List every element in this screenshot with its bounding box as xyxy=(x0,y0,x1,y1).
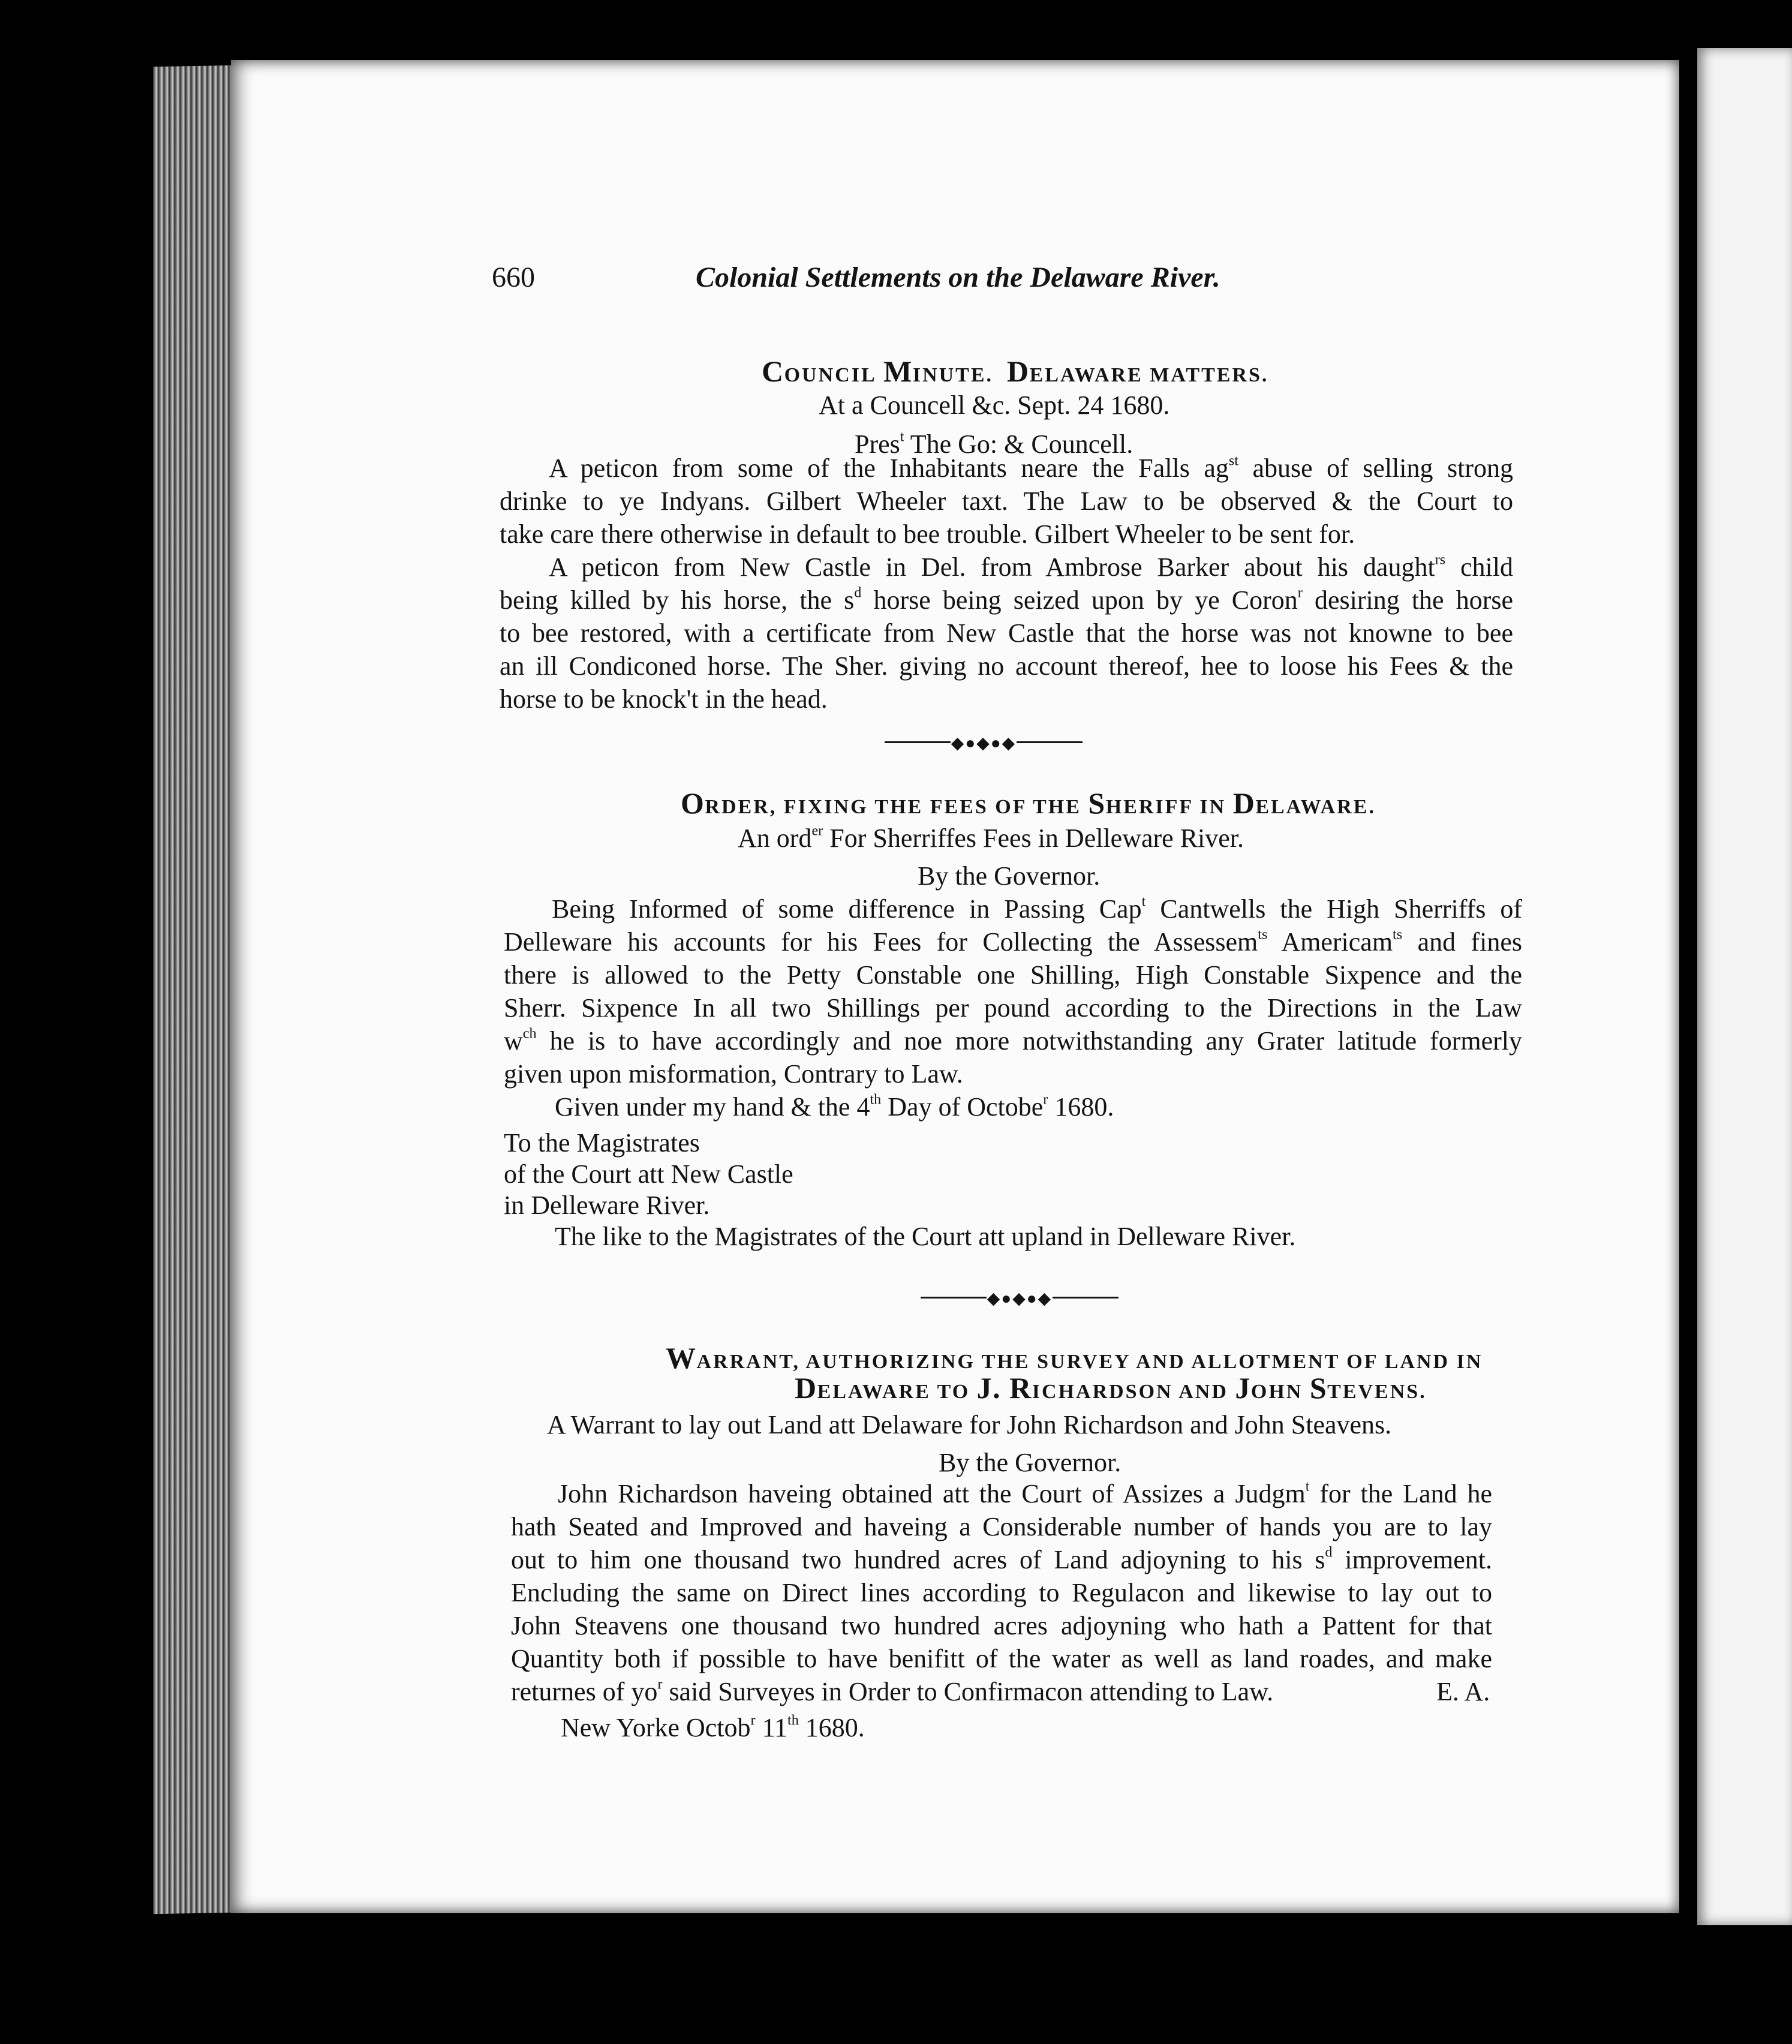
heading-smallcaps: HERIFF IN xyxy=(1105,796,1226,818)
text: Being Informed of some difference in Passing Cap xyxy=(552,894,1142,924)
superscript: t xyxy=(900,428,904,445)
text: Day of Octobe xyxy=(881,1092,1044,1122)
body-line xyxy=(500,651,1513,681)
superscript: st xyxy=(1228,452,1238,469)
text: John Steavens one thousand two hundred acres adjoyning who hath a Pattent for that xyxy=(511,1611,1492,1640)
heading-smallcaps: OUNCIL xyxy=(784,364,877,386)
superscript: d xyxy=(1325,1544,1333,1561)
section-subheading: At a Councell &c. Sept. 24 1680. xyxy=(819,390,1170,420)
address-line xyxy=(504,1190,709,1221)
body-line xyxy=(500,519,1513,549)
text: A peticon from some of the Inhabitants neare the Falls ag xyxy=(549,453,1229,483)
text: drinke to ye Indyans. Gilbert Wheeler taxt. The Law to be observed & the Court to xyxy=(500,486,1513,516)
body-line xyxy=(500,585,1513,615)
superscript: th xyxy=(870,1091,882,1108)
body-line xyxy=(504,1026,1522,1056)
superscript: r xyxy=(1297,584,1303,601)
text: improvement. xyxy=(1332,1545,1492,1574)
sub-text: For Sherriffes Fees in Delleware River. xyxy=(823,823,1244,853)
section-heading-warrant-line2 xyxy=(795,1370,1427,1405)
text: Sherr. Sixpence In all two Shillings per pound according to the Directions in the Law xyxy=(504,993,1522,1023)
body-line xyxy=(549,453,1513,483)
text: take care there otherwise in default to bee trouble. Gilbert Wheeler to be sent for. xyxy=(500,519,1355,549)
heading-initial: D xyxy=(1232,786,1256,820)
section-subheading: A Warrant to lay out Land att Delaware for John Richardson and John Steavens. xyxy=(547,1410,1392,1439)
text: and fines xyxy=(1402,927,1523,957)
heading-smallcaps: ELAWARE TO xyxy=(817,1381,970,1403)
heading-initial: J xyxy=(1235,1371,1251,1405)
running-title: Colonial Settlements on the Delaware River. xyxy=(696,261,1220,293)
heading-initial: D xyxy=(795,1371,817,1405)
heading-smallcaps: TEVENS. xyxy=(1327,1381,1427,1403)
divider-ornament: ◆●◆●◆ xyxy=(987,1289,1053,1308)
text: to bee restored, with a certificate from New Castle that the horse was not knowne to bee xyxy=(500,618,1513,648)
text: 1680. xyxy=(798,1713,865,1742)
divider-rule xyxy=(921,1297,987,1298)
body-line xyxy=(511,1676,1273,1707)
text: an ill Condiconed horse. The Sher. giving no account thereof, hee to loose his Fees & the xyxy=(500,651,1513,681)
body-line xyxy=(504,993,1522,1023)
body-line xyxy=(500,684,828,714)
heading-initial: M xyxy=(883,354,913,388)
heading-smallcaps: RDER, FIXING THE FEES OF THE xyxy=(705,796,1081,818)
page-number: 660 xyxy=(492,261,535,293)
divider-ornament: ◆●◆●◆ xyxy=(951,734,1017,753)
text: w xyxy=(504,1026,523,1056)
superscript: r xyxy=(657,1676,663,1693)
text: To the Magistrates xyxy=(504,1128,700,1158)
superscript: ts xyxy=(1258,926,1268,943)
text: given upon misformation, Contrary to Law. xyxy=(504,1059,963,1089)
body-line xyxy=(511,1643,1492,1674)
text: of the Court att New Castle xyxy=(504,1159,793,1189)
superscript: t xyxy=(1305,1478,1310,1495)
section-divider xyxy=(921,1288,1119,1306)
superscript: r xyxy=(1043,1091,1048,1108)
sub-text: Pres xyxy=(855,429,900,459)
section-divider xyxy=(885,733,1083,751)
running-head xyxy=(492,261,1319,297)
superscript: rs xyxy=(1435,551,1446,568)
heading-initial: J. R xyxy=(976,1371,1032,1405)
text: Encluding the same on Direct lines according to Regulacon and likewise to lay out to xyxy=(511,1578,1492,1607)
text: New Yorke Octob xyxy=(561,1713,751,1742)
text: in Delleware River. xyxy=(504,1191,710,1220)
text: out to him one thousand two hundred acres of Land adjoyning to his s xyxy=(511,1545,1325,1574)
text: being killed by his horse, the s xyxy=(500,585,855,615)
address-line xyxy=(504,1159,793,1189)
text: there is allowed to the Petty Constable one Shilling, High Constable Sixpence and the xyxy=(504,960,1522,990)
text: abuse of selling strong xyxy=(1238,453,1513,483)
heading-smallcaps: ARRANT, AUTHORIZING THE SURVEY AND ALLOTMENT OF LAND IN xyxy=(696,1351,1483,1373)
divider-rule xyxy=(1053,1297,1119,1298)
book-page-edges xyxy=(153,65,237,1914)
text: hath Seated and Improved and haveing a Considerable number of hands you are to lay xyxy=(511,1512,1492,1541)
sub-text: An ord xyxy=(738,823,812,853)
body-line xyxy=(504,1059,963,1089)
dateline xyxy=(561,1712,865,1743)
body-line xyxy=(511,1610,1492,1641)
divider-rule xyxy=(885,741,951,743)
text: Delleware his accounts for his Fees for Collecting the Assessem xyxy=(504,927,1258,957)
superscript: th xyxy=(787,1712,799,1729)
heading-initial: S xyxy=(1088,786,1106,820)
body-line xyxy=(552,894,1522,924)
text: A peticon from New Castle in Del. from Ambrose Barker about his daught xyxy=(549,552,1435,582)
body-line xyxy=(511,1577,1492,1608)
superscript: r xyxy=(750,1712,756,1729)
text: Quantity both if possible to have benifitt of the water as well as land roades, and make xyxy=(511,1644,1492,1673)
body-line xyxy=(504,960,1522,990)
heading-initial: C xyxy=(762,354,784,388)
divider-rule xyxy=(1017,741,1083,743)
sub-text: The Go: & Councell. xyxy=(904,429,1133,459)
superscript: ch xyxy=(522,1025,537,1042)
text: Cantwells the High Sherriffs of xyxy=(1145,894,1522,924)
body-line xyxy=(558,1478,1492,1509)
body-line xyxy=(511,1511,1492,1542)
heading-initial: D xyxy=(1007,354,1030,388)
heading-smallcaps: ELAWARE. xyxy=(1255,796,1376,818)
section-subheading xyxy=(738,823,1244,853)
heading-initial: S xyxy=(1309,1371,1328,1405)
text: desiring the horse xyxy=(1302,585,1513,615)
text: horse being seized upon by ye Coron xyxy=(861,585,1298,615)
body-line xyxy=(504,927,1522,957)
text: John Richardson haveing obtained att the Court of Assizes a Judgm xyxy=(558,1479,1306,1508)
text: horse to be knock't in the head. xyxy=(500,684,828,714)
signature-initials: E. A. xyxy=(1436,1677,1490,1706)
text: said Surveyes in Order to Confirmacon attending to Law. xyxy=(662,1677,1274,1706)
section-heading-council-minute xyxy=(762,354,1268,389)
text: 1680. xyxy=(1048,1092,1114,1122)
heading-smallcaps: OHN xyxy=(1250,1381,1303,1403)
heading-smallcaps: INUTE. xyxy=(912,364,994,386)
section-subheading: By the Governor. xyxy=(918,861,1101,891)
text: returnes of yo xyxy=(511,1677,658,1706)
text: Americam xyxy=(1267,927,1393,957)
address-line xyxy=(504,1128,700,1158)
body-line xyxy=(549,552,1513,582)
text: The like to the Magistrates of the Court att upland in Delleware River. xyxy=(555,1222,1296,1251)
body-line xyxy=(500,486,1513,516)
body-line xyxy=(555,1221,1295,1252)
text: child xyxy=(1445,552,1513,582)
superscript: d xyxy=(854,584,862,601)
text: for the Land he xyxy=(1309,1479,1492,1508)
heading-smallcaps: ICHARDSON AND xyxy=(1032,1381,1228,1403)
text: he is to have accordingly and noe more notwithstanding any Grater latitude formerly xyxy=(536,1026,1522,1056)
heading-initial: W xyxy=(666,1341,697,1375)
superscript: er xyxy=(811,822,823,839)
superscript: ts xyxy=(1393,926,1403,943)
section-subheading: By the Governor. xyxy=(939,1448,1121,1477)
section-heading-sheriff-fees xyxy=(681,786,1376,820)
body-line xyxy=(511,1544,1492,1575)
text: Given under my hand & the 4 xyxy=(555,1092,870,1122)
body-line xyxy=(500,618,1513,648)
adjacent-page-edge xyxy=(1697,48,1792,1925)
body-line xyxy=(555,1092,1114,1122)
text: 11 xyxy=(755,1713,787,1742)
heading-initial: O xyxy=(681,786,705,820)
heading-smallcaps: ELAWARE MATTERS. xyxy=(1029,364,1269,386)
superscript: t xyxy=(1141,893,1146,910)
